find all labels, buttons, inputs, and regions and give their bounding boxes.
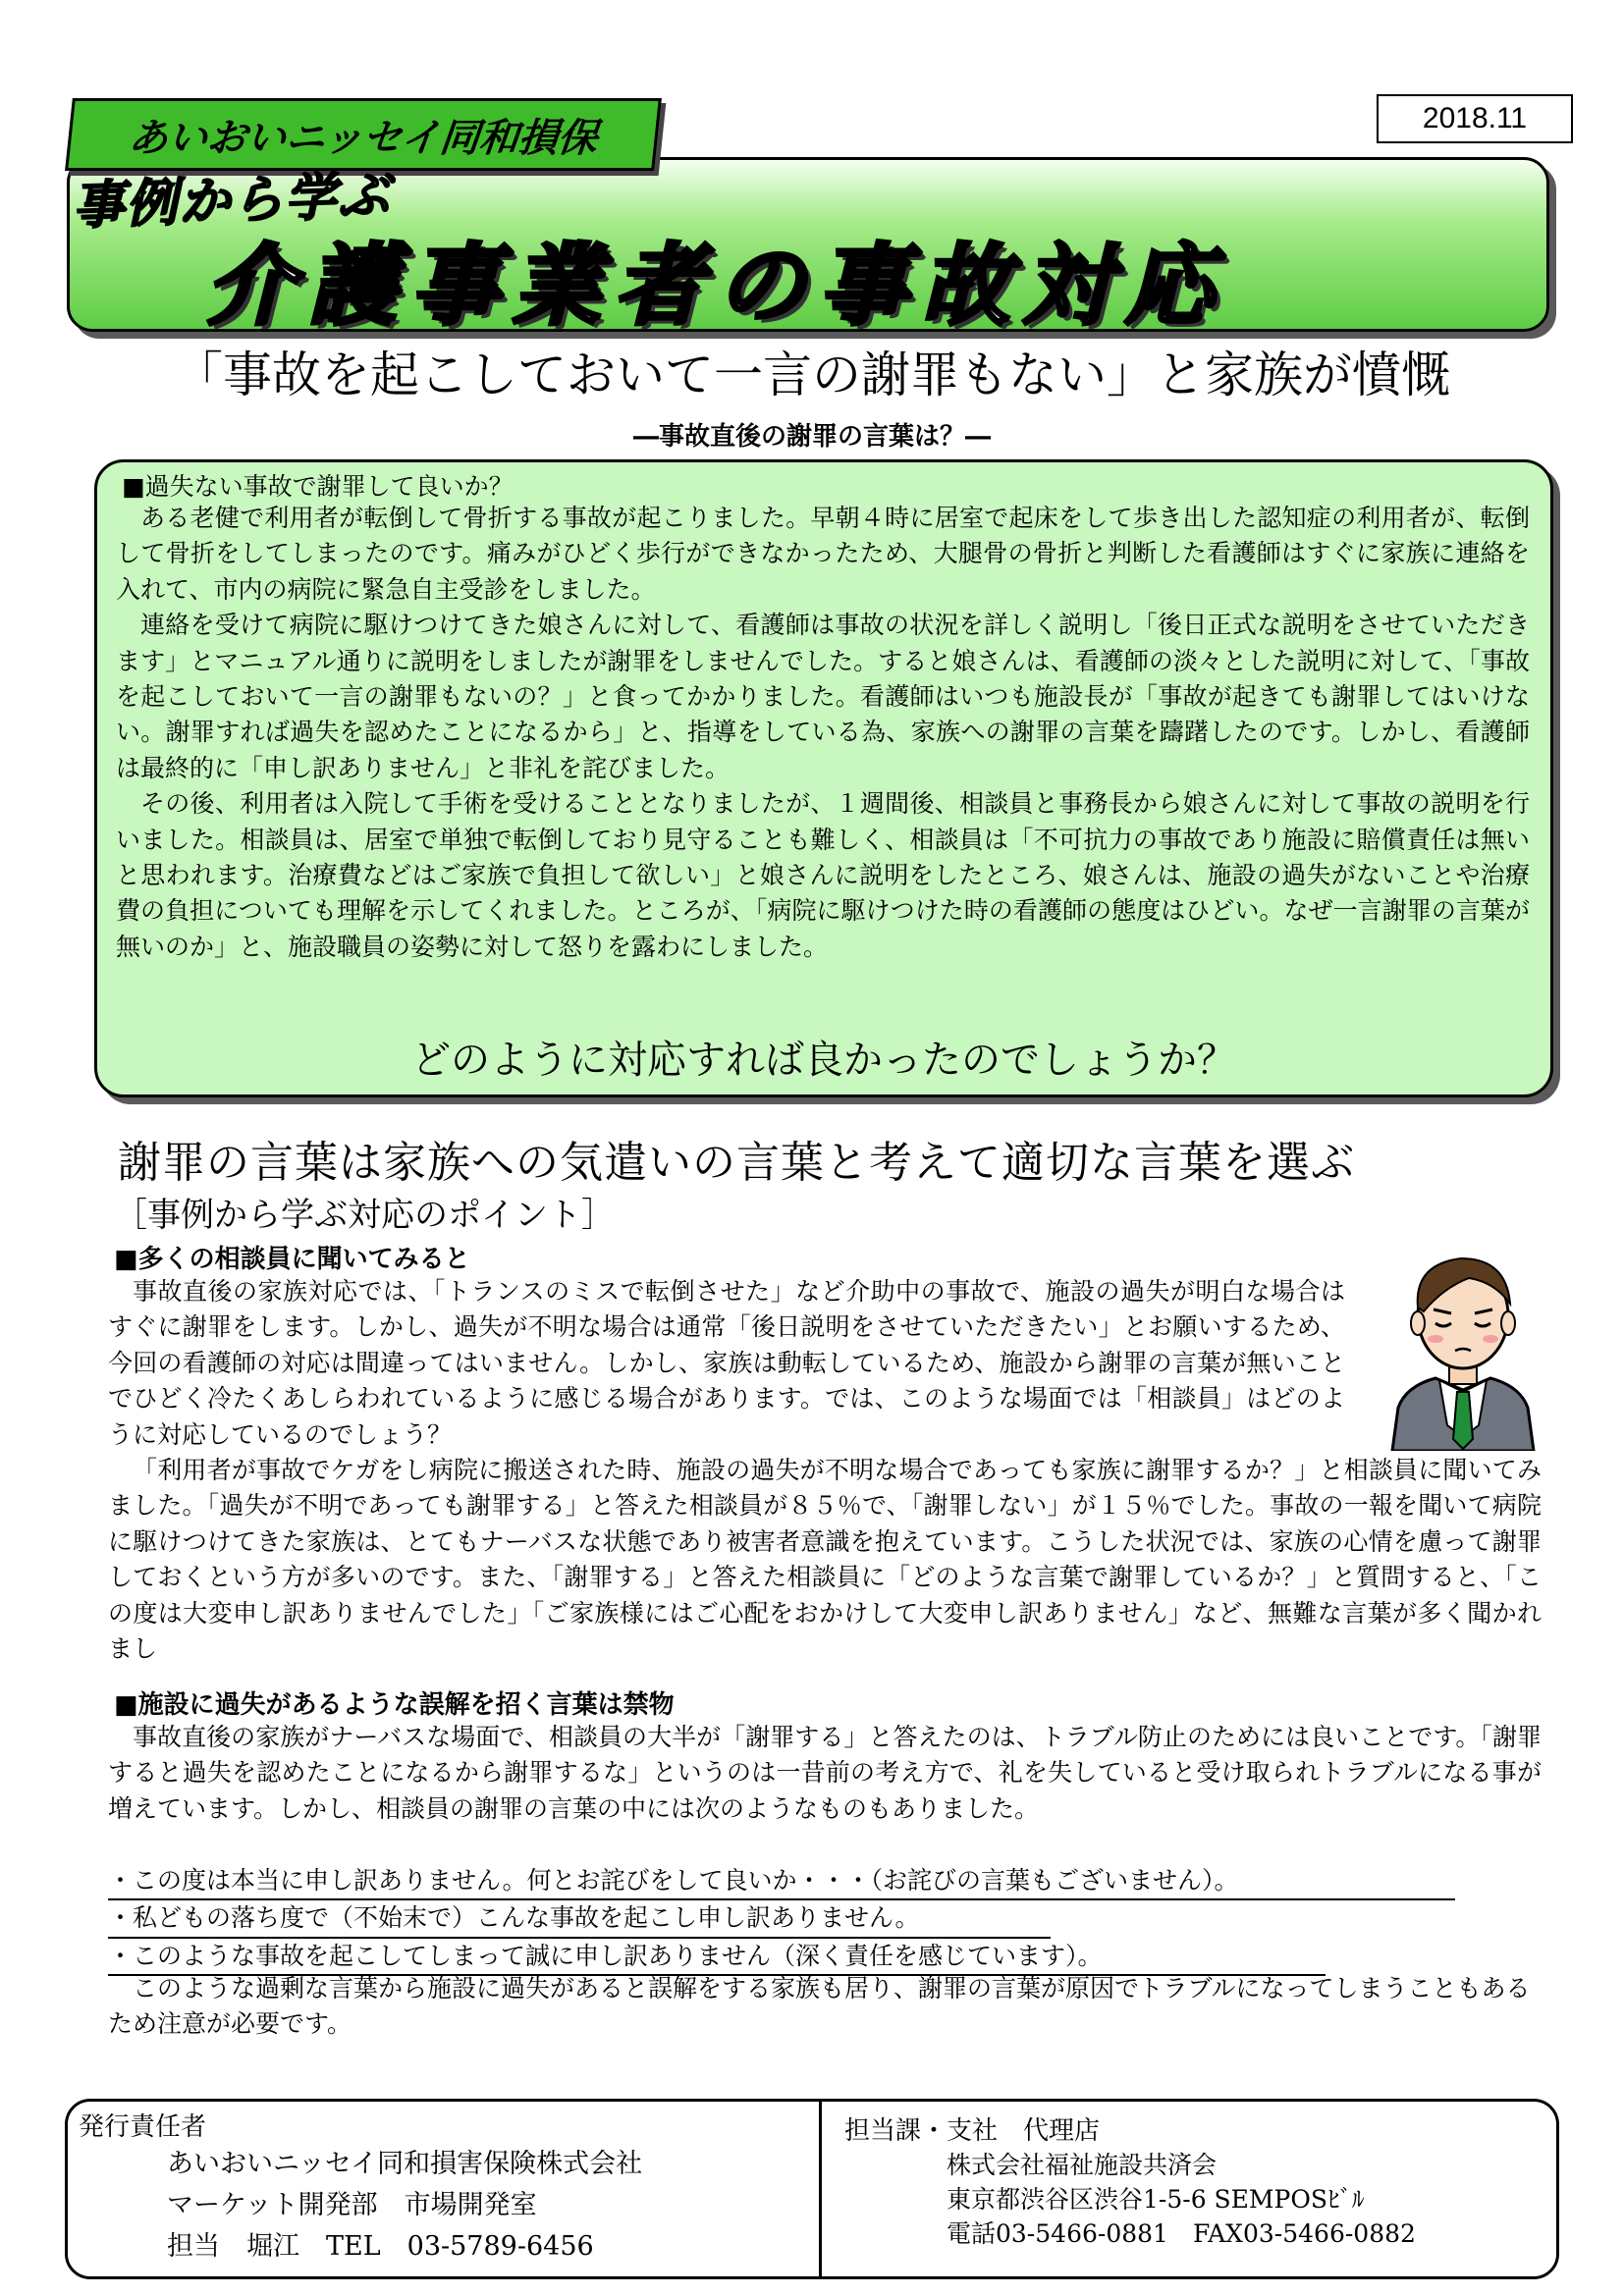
points-title: ［事例から学ぶ対応のポイント］ [114, 1196, 615, 1235]
publisher-line: あいおいニッセイ同和損害保険株式会社 [167, 2149, 643, 2179]
case-paragraph: その後、利用者は入院して手術を受けることとなりましたが、１週間後、相談員と事務長から娘さんに対して事故の説明を行いました。相談員は、居室で単独で転倒しており見守ることも難しく、相談員は「不可抗力の事故であり施設に賠償責任は無いと思われます。治療費などはご家族で負担して欲しい」と娘さんに説明をしたところ、娘さんは、施設の過失がないことや治療費の負担についても理解を示してくれました。ところが、「病院に駆けつけた時の看護師の態度はひどい。なぜ一言謝罪の言葉が無いのか」と、施設職員の姿勢に対して怒りを露わにしました。 [116, 789, 1530, 961]
list-item: ・私どもの落ち度で（不始末で）こんな事故を起こし申し訳ありません。 [108, 1900, 1051, 1938]
section2-paragraph: 事故直後の家族がナーバスな場面で、相談員の大半が「謝罪する」と答えたのは、トラブル防止のためには良いことです。「謝罪すると過失を認めたことになるから謝罪するな」というのは一昔前の考え方で、礼を失していると受け取られトラブルになる事が増えています。しかし、相談員の謝罪の言葉の中には次のようなものもありました。 [108, 1723, 1542, 1823]
case-paragraph: 連絡を受けて病院に駆けつけてきた娘さんに対して、看護師は事故の状況を詳しく説明し「後日正式な説明をさせていただきます」とマニュアル通りに説明をしましたが謝罪をしませんでした。すると娘さんは、看護師の淡々とした説明に対して、「事故を起こしておいて一言の謝罪もないの？」と食ってかかりました。看護師はいつも施設長が「事故が起きても謝罪してはいけない。謝罪すれば過失を認めたことになるから」と、指導をしている為、家族への謝罪の言葉を躊躇したのです。しかし、看護師は最終的に「申し訳ありません」と非礼を詫びました。 [116, 611, 1530, 782]
subheadline: ―事故直後の謝罪の言葉は？― [632, 422, 991, 452]
company-tab: あいおいニッセイ同和損保 [65, 98, 662, 171]
case-question: どのように対応すれば良かったのでしょうか？ [411, 1038, 1236, 1083]
section2-heading: ■施設に過失があるような誤解を招く言葉は禁物 [114, 1690, 675, 1720]
apologizing-man-icon [1384, 1243, 1542, 1451]
section2-body [108, 1720, 1542, 1827]
section1-paragraph: 事故直後の家族対応では、「トランスのミスで転倒させた」など介助中の事故で、施設の過失が明白な場合はすぐに謝罪をします。しかし、過失が不明な場合は通常「後日説明をさせていただきたい」とお願いするため、今回の看護師の対応は間違ってはいません。しかし、家族は動転しているため、施設から謝罪の言葉が無いことでひどく冷たくあしらわれているように感じる場合があります。では、このような場面では「相談員」はどのように対応しているのでしょう？ [108, 1277, 1345, 1449]
issue-date: 2018.11 [1377, 94, 1573, 143]
list-item: ・このような事故を起こしてしまって誠に申し訳ありません（深く責任を感じています）。 [108, 1939, 1326, 1976]
publisher-label: 発行責任者 [79, 2112, 207, 2142]
closing-paragraph: このような過剰な言葉から施設に過失があると誤解をする家族も居り、謝罪の言葉が原因でトラブルになってしまうこともあるため注意が必要です。 [108, 1974, 1531, 2039]
headline: 「事故を起こしておいて一言の謝罪もない」と家族が憤慨 [174, 347, 1450, 403]
section1-paragraph: 「利用者が事故でケガをし病院に搬送された時、施設の過失が不明な場合であっても家族に謝罪するか？」と相談員に聞いてみました。「過失が不明であっても謝罪する」と答えた相談員が８５％で、「謝罪しない」が１５％でした。事故の一報を聞いて病院に駆けつけてきた家族は、とてもナーバスな状態であり被害者意識を抱えています。こうした状況では、家族の心情を慮って謝罪しておくという方が多いのです。また、「謝罪する」と答えた相談員に「どのような言葉で謝罪しているか？」と質問すると、「この度は大変申し訳ありませんでした」「ご家族様にはご心配をおかけして大変申し訳ありません」など、無難な言葉が多く聞かれまし [108, 1456, 1542, 1664]
section1-body-continued [108, 1453, 1542, 1667]
section1-heading: ■多くの相談員に聞いてみると [114, 1245, 470, 1274]
case-paragraph: ある老健で利用者が転倒して骨折する事故が起こりました。早朝４時に居室で起床をして歩き出した認知症の利用者が、転倒して骨折をしてしまったのです。痛みがひどく歩行ができなかったため、大腿骨の骨折と判断した看護師はすぐに家族に連絡を入れて、市内の病院に緊急自主受診をしました。 [116, 504, 1530, 604]
footer-divider [819, 2099, 822, 2279]
list-item: ・この度は本当に申し訳ありません。何とお詫びをして良いか・・・（お詫びの言葉もございません）。 [108, 1863, 1455, 1900]
agency-line: 電話03-5466-0881 FAX03-5466-0882 [947, 2219, 1416, 2248]
agency-line: 東京都渋谷区渋谷1-5-6 SEMPOSﾋﾞﾙ [947, 2185, 1365, 2214]
advice-title: 謝罪の言葉は家族への気遣いの言葉と考えて適切な言葉を選ぶ [118, 1138, 1355, 1188]
publisher-line: マーケット開発部 市場開発室 [167, 2190, 537, 2220]
agency-info [947, 2148, 1416, 2251]
agency-line: 株式会社福祉施設共済会 [947, 2151, 1218, 2179]
series-title: 事例から学ぶ [72, 166, 393, 237]
example-phrases-list [108, 1863, 1473, 1976]
case-body [116, 501, 1530, 965]
publisher-info [167, 2144, 642, 2268]
agency-label: 担当課・支社 代理店 [844, 2116, 1101, 2146]
publisher-line: 担当 堀江 TEL 03-5789-6456 [167, 2231, 594, 2262]
main-title: 介護事業者の事故対応 [206, 235, 1227, 338]
section1-body [108, 1274, 1345, 1453]
section2-closing [108, 1971, 1542, 2043]
case-heading: ■過失ない事故で謝罪して良いか？ [122, 472, 514, 501]
